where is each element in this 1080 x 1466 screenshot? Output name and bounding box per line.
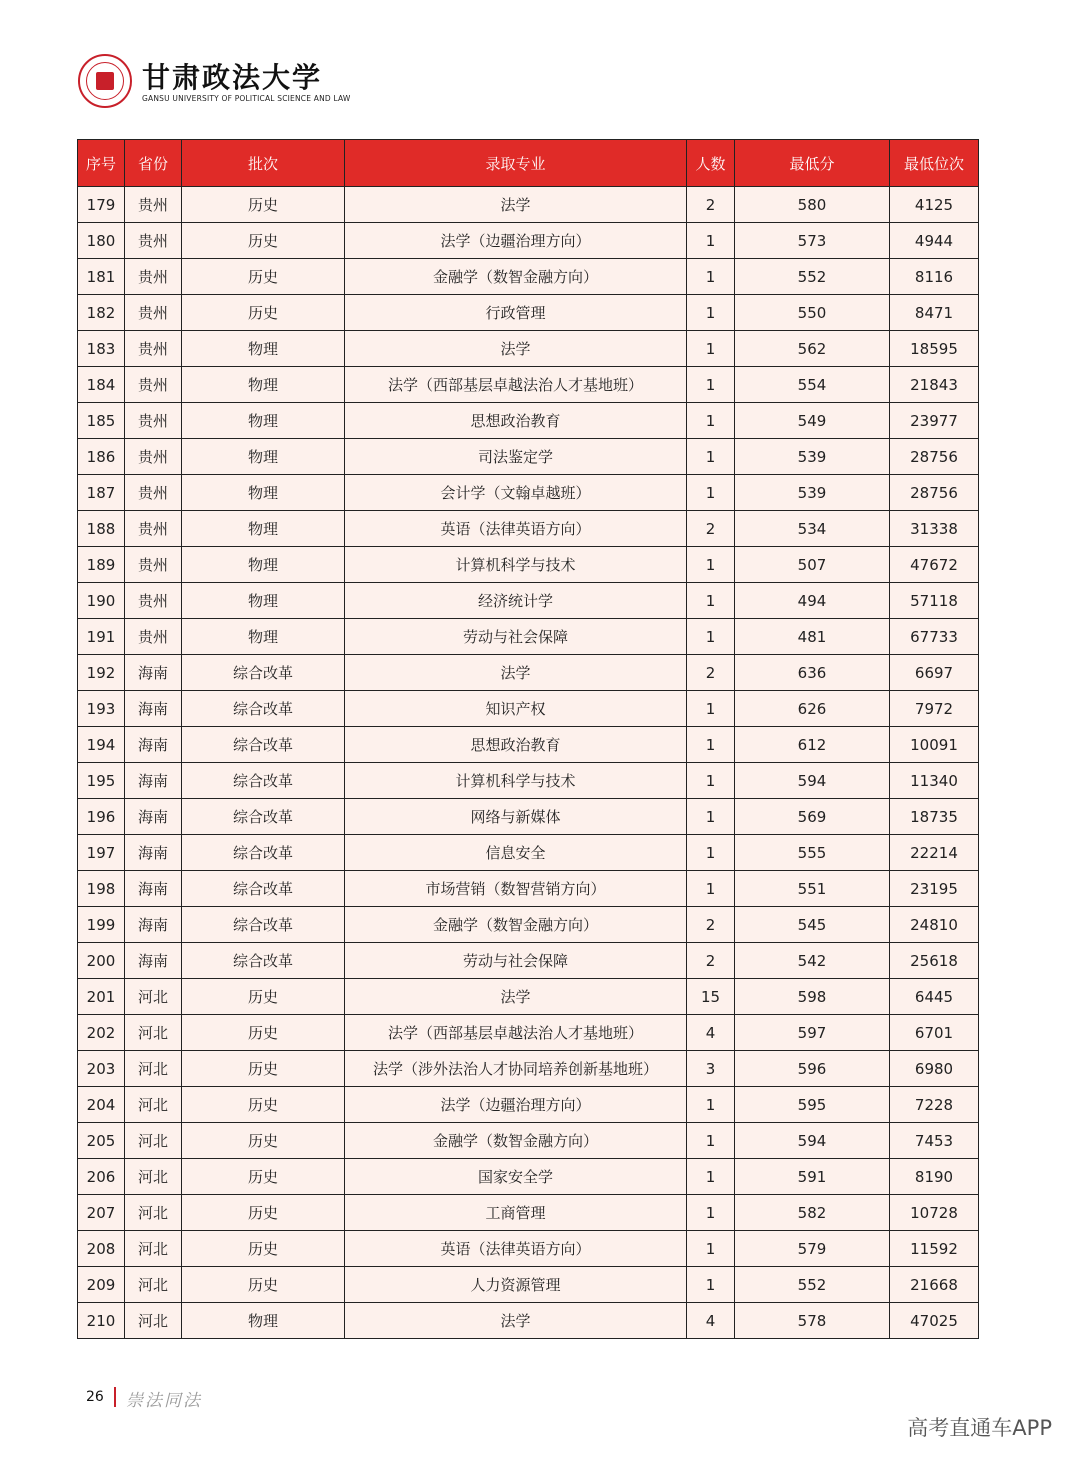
cell-major: 工商管理: [345, 1195, 687, 1231]
table-row: [78, 259, 979, 295]
cell-major: 法学（西部基层卓越法治人才基地班）: [345, 1015, 687, 1051]
cell-count: 1: [687, 1159, 735, 1195]
cell-count: 1: [687, 367, 735, 403]
cell-index: 201: [78, 979, 125, 1015]
cell-count: 1: [687, 727, 735, 763]
cell-major: 劳动与社会保障: [345, 943, 687, 979]
cell-major: 行政管理: [345, 295, 687, 331]
cell-min-score: 545: [735, 907, 890, 943]
table-row: [78, 367, 979, 403]
header-batch: 批次: [182, 140, 345, 187]
cell-min-rank: 6980: [890, 1051, 979, 1087]
cell-batch: 历史: [182, 1231, 345, 1267]
cell-min-score: 550: [735, 295, 890, 331]
table-row: [78, 1267, 979, 1303]
cell-index: 187: [78, 475, 125, 511]
cell-min-score: 626: [735, 691, 890, 727]
cell-min-score: 594: [735, 1123, 890, 1159]
cell-min-rank: 11340: [890, 763, 979, 799]
table-row: [78, 187, 979, 223]
cell-count: 1: [687, 259, 735, 295]
cell-major: 会计学（文翰卓越班）: [345, 475, 687, 511]
cell-min-score: 494: [735, 583, 890, 619]
cell-index: 179: [78, 187, 125, 223]
cell-min-rank: 18735: [890, 799, 979, 835]
cell-province: 河北: [125, 1087, 182, 1123]
cell-index: 181: [78, 259, 125, 295]
table-row: [78, 655, 979, 691]
cell-count: 1: [687, 547, 735, 583]
university-name-en: GANSU UNIVERSITY OF POLITICAL SCIENCE AND LAW: [142, 94, 351, 103]
table-row: [78, 439, 979, 475]
cell-batch: 历史: [182, 295, 345, 331]
cell-province: 贵州: [125, 187, 182, 223]
cell-min-score: 534: [735, 511, 890, 547]
cell-min-rank: 23195: [890, 871, 979, 907]
cell-count: 1: [687, 799, 735, 835]
cell-min-score: 636: [735, 655, 890, 691]
table-row: [78, 295, 979, 331]
cell-min-score: 569: [735, 799, 890, 835]
cell-major: 司法鉴定学: [345, 439, 687, 475]
cell-major: 法学: [345, 1303, 687, 1339]
cell-min-rank: 25618: [890, 943, 979, 979]
table-row: [78, 511, 979, 547]
cell-count: 3: [687, 1051, 735, 1087]
cell-count: 1: [687, 475, 735, 511]
table-row: [78, 547, 979, 583]
cell-index: 199: [78, 907, 125, 943]
cell-batch: 综合改革: [182, 943, 345, 979]
cell-index: 200: [78, 943, 125, 979]
table-row: [78, 403, 979, 439]
cell-batch: 综合改革: [182, 835, 345, 871]
cell-min-score: 612: [735, 727, 890, 763]
cell-index: 183: [78, 331, 125, 367]
cell-min-score: 539: [735, 475, 890, 511]
cell-min-rank: 6445: [890, 979, 979, 1015]
cell-index: 207: [78, 1195, 125, 1231]
cell-province: 河北: [125, 1123, 182, 1159]
cell-major: 计算机科学与技术: [345, 763, 687, 799]
table-row: [78, 727, 979, 763]
cell-index: 198: [78, 871, 125, 907]
header-major: 录取专业: [345, 140, 687, 187]
cell-count: 2: [687, 187, 735, 223]
table-row: [78, 763, 979, 799]
cell-batch: 历史: [182, 1087, 345, 1123]
cell-index: 188: [78, 511, 125, 547]
cell-min-score: 562: [735, 331, 890, 367]
cell-index: 193: [78, 691, 125, 727]
cell-batch: 历史: [182, 1195, 345, 1231]
cell-major: 计算机科学与技术: [345, 547, 687, 583]
cell-province: 贵州: [125, 295, 182, 331]
cell-min-rank: 23977: [890, 403, 979, 439]
cell-min-score: 594: [735, 763, 890, 799]
cell-batch: 物理: [182, 475, 345, 511]
cell-min-rank: 4125: [890, 187, 979, 223]
cell-batch: 综合改革: [182, 799, 345, 835]
cell-major: 网络与新媒体: [345, 799, 687, 835]
cell-count: 2: [687, 943, 735, 979]
cell-major: 法学（边疆治理方向）: [345, 223, 687, 259]
cell-min-rank: 21668: [890, 1267, 979, 1303]
cell-min-score: 539: [735, 439, 890, 475]
table-row: [78, 835, 979, 871]
cell-batch: 历史: [182, 259, 345, 295]
cell-province: 海南: [125, 799, 182, 835]
cell-min-rank: 28756: [890, 439, 979, 475]
cell-index: 195: [78, 763, 125, 799]
cell-count: 1: [687, 1087, 735, 1123]
cell-count: 2: [687, 907, 735, 943]
cell-index: 210: [78, 1303, 125, 1339]
cell-province: 河北: [125, 1231, 182, 1267]
table-row: [78, 799, 979, 835]
cell-batch: 综合改革: [182, 691, 345, 727]
cell-count: 1: [687, 1195, 735, 1231]
cell-major: 法学（西部基层卓越法治人才基地班）: [345, 367, 687, 403]
cell-min-score: 595: [735, 1087, 890, 1123]
cell-index: 197: [78, 835, 125, 871]
cell-min-score: 552: [735, 1267, 890, 1303]
cell-index: 184: [78, 367, 125, 403]
table-row: [78, 583, 979, 619]
cell-major: 知识产权: [345, 691, 687, 727]
cell-major: 法学（边疆治理方向）: [345, 1087, 687, 1123]
footer-motto: 崇法同法: [126, 1391, 202, 1411]
cell-min-score: 580: [735, 187, 890, 223]
cell-min-rank: 8471: [890, 295, 979, 331]
cell-min-score: 542: [735, 943, 890, 979]
table-row: [78, 691, 979, 727]
cell-batch: 历史: [182, 1267, 345, 1303]
cell-min-rank: 7228: [890, 1087, 979, 1123]
cell-index: 194: [78, 727, 125, 763]
cell-min-score: 591: [735, 1159, 890, 1195]
cell-province: 海南: [125, 907, 182, 943]
cell-batch: 历史: [182, 187, 345, 223]
university-name-cn: 甘肃政法大学: [142, 61, 323, 94]
table-row: [78, 979, 979, 1015]
cell-min-rank: 57118: [890, 583, 979, 619]
watermark: 高考直通车APP: [907, 1416, 1052, 1440]
cell-major: 思想政治教育: [345, 727, 687, 763]
cell-province: 贵州: [125, 331, 182, 367]
cell-major: 人力资源管理: [345, 1267, 687, 1303]
table-row: [78, 871, 979, 907]
cell-major: 市场营销（数智营销方向）: [345, 871, 687, 907]
cell-major: 法学（涉外法治人才协同培养创新基地班）: [345, 1051, 687, 1087]
cell-index: 208: [78, 1231, 125, 1267]
cell-province: 海南: [125, 691, 182, 727]
cell-index: 205: [78, 1123, 125, 1159]
header-min-rank: 最低位次: [890, 140, 979, 187]
cell-min-score: 578: [735, 1303, 890, 1339]
cell-min-score: 551: [735, 871, 890, 907]
cell-min-score: 573: [735, 223, 890, 259]
cell-min-score: 549: [735, 403, 890, 439]
cell-count: 1: [687, 331, 735, 367]
cell-count: 1: [687, 691, 735, 727]
header-province: 省份: [125, 140, 182, 187]
cell-province: 贵州: [125, 367, 182, 403]
cell-index: 191: [78, 619, 125, 655]
cell-count: 1: [687, 583, 735, 619]
cell-batch: 物理: [182, 331, 345, 367]
cell-batch: 综合改革: [182, 871, 345, 907]
cell-min-rank: 22214: [890, 835, 979, 871]
cell-major: 国家安全学: [345, 1159, 687, 1195]
cell-min-rank: 28756: [890, 475, 979, 511]
cell-min-rank: 6701: [890, 1015, 979, 1051]
cell-min-rank: 8190: [890, 1159, 979, 1195]
footer-divider: [114, 1387, 116, 1407]
cell-major: 金融学（数智金融方向）: [345, 907, 687, 943]
table-header-row: [78, 140, 979, 187]
cell-batch: 历史: [182, 1051, 345, 1087]
cell-count: 15: [687, 979, 735, 1015]
cell-batch: 物理: [182, 511, 345, 547]
cell-min-score: 555: [735, 835, 890, 871]
cell-major: 法学: [345, 187, 687, 223]
cell-count: 1: [687, 763, 735, 799]
cell-min-rank: 47025: [890, 1303, 979, 1339]
cell-min-rank: 67733: [890, 619, 979, 655]
cell-major: 劳动与社会保障: [345, 619, 687, 655]
cell-province: 海南: [125, 727, 182, 763]
cell-province: 海南: [125, 763, 182, 799]
cell-major: 信息安全: [345, 835, 687, 871]
header-min-score: 最低分: [735, 140, 890, 187]
cell-batch: 综合改革: [182, 727, 345, 763]
cell-batch: 历史: [182, 1015, 345, 1051]
cell-min-rank: 10091: [890, 727, 979, 763]
cell-min-score: 597: [735, 1015, 890, 1051]
cell-province: 河北: [125, 1303, 182, 1339]
cell-province: 河北: [125, 1195, 182, 1231]
cell-province: 海南: [125, 871, 182, 907]
cell-major: 金融学（数智金融方向）: [345, 1123, 687, 1159]
cell-min-score: 481: [735, 619, 890, 655]
cell-major: 经济统计学: [345, 583, 687, 619]
cell-province: 贵州: [125, 259, 182, 295]
cell-index: 185: [78, 403, 125, 439]
table-row: [78, 943, 979, 979]
cell-batch: 物理: [182, 1303, 345, 1339]
cell-min-rank: 47672: [890, 547, 979, 583]
cell-count: 1: [687, 835, 735, 871]
cell-count: 1: [687, 223, 735, 259]
cell-batch: 综合改革: [182, 907, 345, 943]
cell-count: 4: [687, 1015, 735, 1051]
cell-index: 189: [78, 547, 125, 583]
table-row: [78, 1195, 979, 1231]
cell-min-score: 579: [735, 1231, 890, 1267]
cell-min-rank: 10728: [890, 1195, 979, 1231]
cell-batch: 历史: [182, 1159, 345, 1195]
cell-province: 贵州: [125, 403, 182, 439]
cell-index: 202: [78, 1015, 125, 1051]
cell-batch: 综合改革: [182, 655, 345, 691]
cell-batch: 物理: [182, 547, 345, 583]
cell-province: 河北: [125, 1267, 182, 1303]
cell-major: 思想政治教育: [345, 403, 687, 439]
cell-min-score: 554: [735, 367, 890, 403]
cell-province: 河北: [125, 979, 182, 1015]
table-row: [78, 475, 979, 511]
cell-count: 1: [687, 871, 735, 907]
cell-batch: 综合改革: [182, 763, 345, 799]
table-row: [78, 1231, 979, 1267]
cell-major: 英语（法律英语方向）: [345, 511, 687, 547]
cell-batch: 物理: [182, 619, 345, 655]
cell-province: 贵州: [125, 223, 182, 259]
cell-min-rank: 7453: [890, 1123, 979, 1159]
cell-index: 204: [78, 1087, 125, 1123]
cell-batch: 物理: [182, 439, 345, 475]
cell-province: 贵州: [125, 439, 182, 475]
cell-count: 2: [687, 655, 735, 691]
cell-index: 196: [78, 799, 125, 835]
cell-province: 海南: [125, 943, 182, 979]
table-row: [78, 907, 979, 943]
cell-province: 河北: [125, 1015, 182, 1051]
cell-min-score: 582: [735, 1195, 890, 1231]
cell-batch: 历史: [182, 223, 345, 259]
cell-count: 4: [687, 1303, 735, 1339]
cell-count: 2: [687, 511, 735, 547]
cell-province: 贵州: [125, 475, 182, 511]
cell-min-rank: 8116: [890, 259, 979, 295]
cell-min-rank: 24810: [890, 907, 979, 943]
cell-index: 186: [78, 439, 125, 475]
header-index: 序号: [78, 140, 125, 187]
cell-province: 贵州: [125, 547, 182, 583]
table-row: [78, 331, 979, 367]
cell-min-rank: 31338: [890, 511, 979, 547]
cell-major: 英语（法律英语方向）: [345, 1231, 687, 1267]
cell-index: 206: [78, 1159, 125, 1195]
cell-major: 法学: [345, 331, 687, 367]
table-row: [78, 619, 979, 655]
cell-count: 1: [687, 1267, 735, 1303]
cell-index: 203: [78, 1051, 125, 1087]
cell-count: 1: [687, 1123, 735, 1159]
university-seal-icon: [78, 54, 132, 108]
cell-index: 209: [78, 1267, 125, 1303]
table-row: [78, 1087, 979, 1123]
table-row: [78, 1015, 979, 1051]
cell-count: 1: [687, 403, 735, 439]
cell-index: 190: [78, 583, 125, 619]
cell-min-rank: 18595: [890, 331, 979, 367]
table-row: [78, 223, 979, 259]
cell-batch: 历史: [182, 979, 345, 1015]
cell-major: 法学: [345, 979, 687, 1015]
cell-index: 182: [78, 295, 125, 331]
cell-min-rank: 11592: [890, 1231, 979, 1267]
cell-batch: 历史: [182, 1123, 345, 1159]
table-row: [78, 1303, 979, 1339]
cell-province: 贵州: [125, 619, 182, 655]
cell-province: 贵州: [125, 583, 182, 619]
table-row: [78, 1051, 979, 1087]
header-count: 人数: [687, 140, 735, 187]
cell-major: 金融学（数智金融方向）: [345, 259, 687, 295]
cell-count: 1: [687, 619, 735, 655]
cell-min-rank: 7972: [890, 691, 979, 727]
cell-batch: 物理: [182, 583, 345, 619]
cell-province: 河北: [125, 1159, 182, 1195]
cell-min-score: 598: [735, 979, 890, 1015]
cell-index: 192: [78, 655, 125, 691]
admission-table: [77, 139, 979, 1339]
cell-min-rank: 4944: [890, 223, 979, 259]
cell-count: 1: [687, 1231, 735, 1267]
cell-province: 河北: [125, 1051, 182, 1087]
cell-min-rank: 6697: [890, 655, 979, 691]
cell-min-score: 507: [735, 547, 890, 583]
table-row: [78, 1159, 979, 1195]
page-number: 26: [86, 1389, 104, 1405]
cell-province: 贵州: [125, 511, 182, 547]
cell-min-rank: 21843: [890, 367, 979, 403]
cell-min-score: 596: [735, 1051, 890, 1087]
cell-batch: 物理: [182, 367, 345, 403]
table-row: [78, 1123, 979, 1159]
cell-province: 海南: [125, 835, 182, 871]
cell-index: 180: [78, 223, 125, 259]
cell-min-score: 552: [735, 259, 890, 295]
cell-count: 1: [687, 439, 735, 475]
cell-province: 海南: [125, 655, 182, 691]
cell-batch: 物理: [182, 403, 345, 439]
cell-count: 1: [687, 295, 735, 331]
cell-major: 法学: [345, 655, 687, 691]
